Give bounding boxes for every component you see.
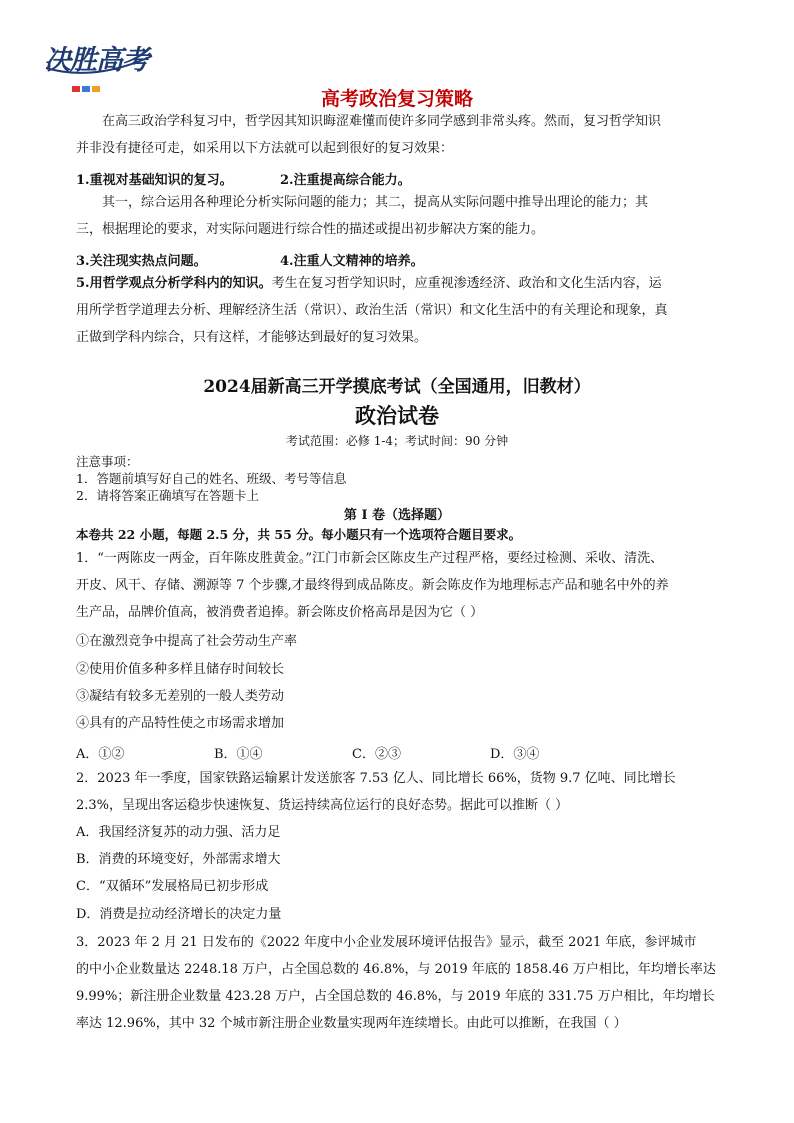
q1-option-a[interactable]: A．①②	[76, 747, 125, 762]
exam-range: 考试范围：必修 1-4；考试时间：90 分钟	[285, 434, 509, 448]
q1-statement-4: ④具有的产品特性使之市场需求增加	[76, 716, 285, 731]
note-2: 2．请将答案正确填写在答题卡上	[76, 488, 259, 503]
strategy-item-2: 2.注重提高综合能力。	[280, 173, 411, 188]
q2-stem-line2: 2.3%，呈现出客运稳步快速恢复、货运持续高位运行的良好态势。据此可以推断（ ）	[76, 798, 569, 813]
q1-stem-line2: 开皮、风干、存储、溯源等 7 个步骤,才最终得到成品陈皮。新会陈皮作为地理标志产品和驰名中外的养	[76, 578, 669, 593]
strategy-item-5	[76, 270, 716, 297]
q1-stem-line3: 生产品，品牌价值高，被消费者追捧。新会陈皮价格高昂是因为它（ ）	[76, 605, 484, 620]
q1-statement-1: ①在激烈竞争中提高了社会劳动生产率	[76, 634, 298, 649]
strategy-title: 高考政治复习策略	[320, 88, 473, 110]
q1-statement-3: ③凝结有较多无差别的一般人类劳动	[76, 689, 285, 704]
strategy-item-1: 1.重视对基础知识的复习。	[76, 173, 233, 188]
q1-statement-2: ②使用价值多种多样且储存时间较长	[76, 662, 285, 677]
strategy-item5-line3: 正做到学科内综合，只有这样，才能够达到最好的复习效果。	[76, 330, 428, 345]
strategy-intro-line1: 在高三政治学科复习中，哲学因其知识晦涩难懂而使许多同学感到非常头疼。然而，复习哲学知识	[102, 114, 662, 129]
q2-option-a[interactable]: A．我国经济复苏的动力强、活力足	[76, 825, 281, 840]
q3-stem-line2: 的中小企业数量达 2248.18 万户，占全国总数的 46.8%，与 2019 年底的 1858.46 万户相比，年均增长率达	[76, 962, 716, 977]
strategy-para2-line1: 其一，综合运用各种理论分析实际问题的能力；其二，提高从实际问题中推导出理论的能力；其	[102, 195, 649, 210]
strategy-item-3: 3.关注现实热点问题。	[76, 254, 207, 269]
exam-title: 2024届新高三开学摸底考试（全国通用，旧教材）	[203, 377, 591, 397]
strategy-intro-line2: 并非没有捷径可走，如采用以下方法就可以起到很好的复习效果：	[76, 141, 454, 156]
strategy-item5-line1: 考生在复习哲学知识时，应重视渗透经济、政治和文化生活内容，运	[271, 276, 662, 291]
q2-option-b[interactable]: B．消费的环境变好，外部需求增大	[76, 852, 281, 867]
q3-stem-line4: 率达 12.96%，其中 32 个城市新注册企业数量实现两年连续增长。由此可以推断，在我国（ ）	[76, 1016, 627, 1031]
q1-option-d[interactable]: D．③④	[490, 747, 540, 762]
q2-option-d[interactable]: D．消费是拉动经济增长的决定力量	[76, 907, 282, 922]
q1-stem-line1: 1．“一两陈皮一两金，百年陈皮胜黄金。”江门市新会区陈皮生产过程严格，要经过检测、采收、清洗、	[76, 551, 664, 566]
logo-text: 决胜高考	[44, 45, 148, 76]
strategy-item5-heading: 5.用哲学观点分析学科内的知识。	[76, 276, 272, 291]
strategy-item5-line2: 用所学哲学道理去分析、理解经济生活（常识）、政治生活（常识）和文化生活中的有关理论和现象，真	[76, 303, 668, 318]
exam-subtitle: 政治试卷	[355, 403, 439, 428]
section-title: 第 I 卷（选择题）	[343, 508, 451, 523]
strategy-item-4: 4.注重人文精神的培养。	[280, 254, 424, 269]
q1-option-b[interactable]: B．①④	[214, 747, 263, 762]
q2-option-c[interactable]: C．“双循环”发展格局已初步形成	[76, 879, 269, 894]
q3-stem-line1: 3．2023 年 2 月 21 日发布的《2022 年度中小企业发展环境评估报告》显示，截至 2021 年底，参评城市	[76, 935, 697, 950]
section-description: 本卷共 22 小题，每题 2.5 分，共 55 分。每小题只有一个选项符合题目要求。	[76, 527, 522, 542]
q2-stem-line1: 2．2023 年一季度，国家铁路运输累计发送旅客 7.53 亿人、同比增长 66%，货物 9.7 亿吨、同比增长	[76, 771, 676, 786]
q3-stem-line3: 9.99%；新注册企业数量 423.28 万户，占全国总数的 46.8%，与 2019 年底的 331.75 万户相比，年均增长	[76, 989, 715, 1004]
notes-title: 注意事项：	[76, 454, 139, 469]
q1-option-c[interactable]: C．②③	[352, 747, 401, 762]
strategy-para2-line2: 三，根据理论的要求，对实际问题进行综合性的描述或提出初步解决方案的能力。	[76, 222, 545, 237]
note-1: 1．答题前填写好自己的姓名、班级、考号等信息	[76, 471, 347, 486]
